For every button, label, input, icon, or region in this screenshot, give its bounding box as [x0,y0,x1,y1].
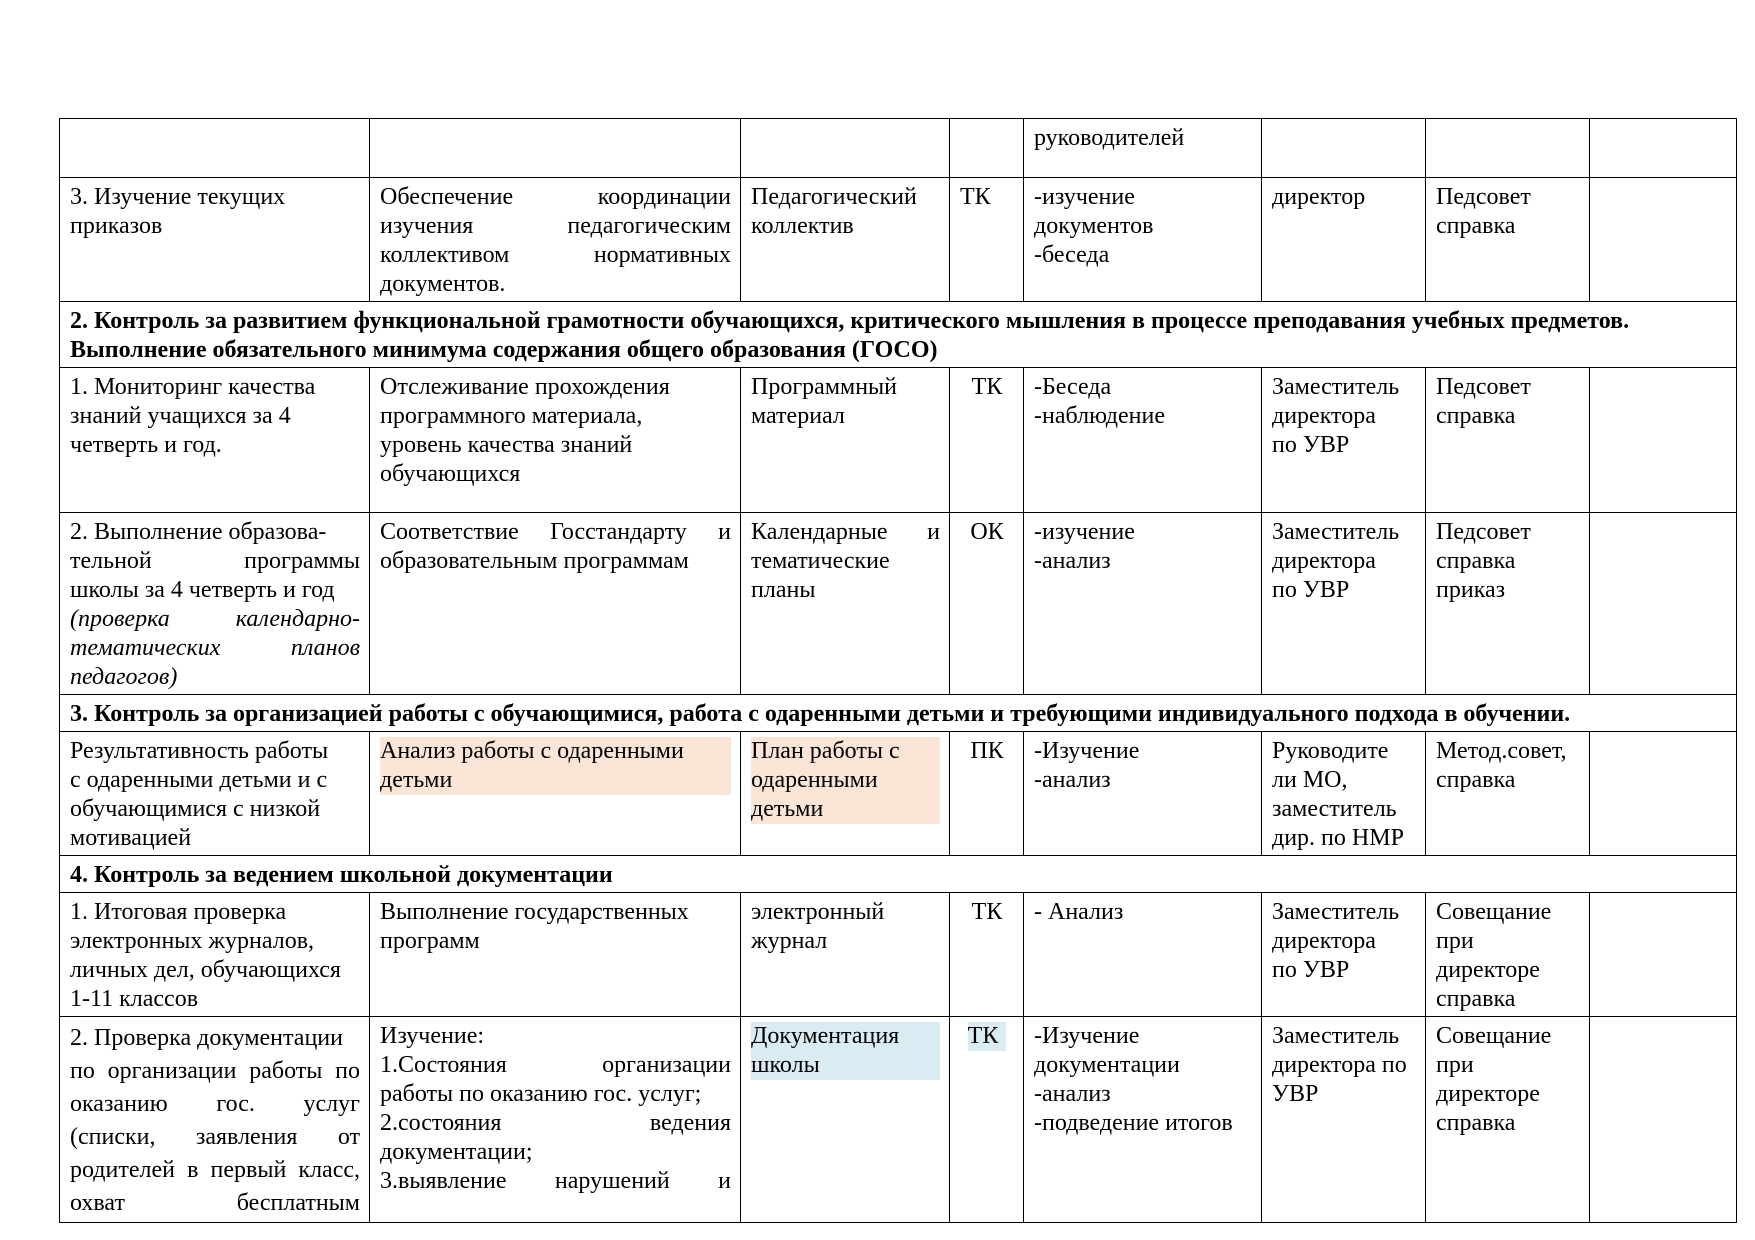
text-line: планы [751,577,816,603]
table-cell [60,119,370,178]
text-line: -анализ [1034,1081,1111,1107]
table-cell [370,119,741,178]
table-cell-methods [1024,1017,1262,1223]
text-line: справка [1436,548,1516,574]
text-line: обучающимися с низкой [70,796,321,822]
text-line: Метод.совет, [1436,738,1567,764]
text-line: -анализ [1034,767,1111,793]
text-line: дир. по НМР [1272,825,1404,851]
text-line: одаренными [751,767,878,793]
table-cell-methods [1024,368,1262,513]
control-plan-table [59,118,1737,1223]
table-cell-result [1426,368,1590,513]
text-line: охват бесплатным [70,1190,360,1216]
text-line: 3.выявление нарушений и [380,1168,731,1194]
table-cell-topic [60,368,370,513]
text-line: заместитель [1272,796,1397,822]
text-line: Анализ работы с одаренными [380,738,684,764]
section-heading [60,302,1737,368]
text-line: программного материала, [380,403,643,429]
text-line: Педсовет [1436,519,1531,545]
text-line: Соответствие Госстандарту и [380,519,731,545]
text-line: мотивацией [70,825,192,851]
table-row [60,178,1737,302]
table-cell-object [741,368,950,513]
table-cell-goal [370,893,741,1017]
table-cell [1590,732,1737,856]
table-cell-goal [370,178,741,302]
text-line: План работы с [751,738,900,764]
text-line: -Изучение [1034,1023,1140,1049]
table-cell-result [1426,178,1590,302]
section-row [60,856,1737,893]
table-cell-methods: руководителей [1024,119,1262,178]
text-line: -Беседа [1034,374,1112,400]
table-cell-methods [1024,732,1262,856]
text-line: (списки, заявления от [70,1124,360,1150]
section-heading-line: 2. Контроль за развитием функциональной грамотности обучающихся, критического мышления в процессе преподавания учебных предметов. [70,308,1630,334]
text-line: журнал [751,928,828,954]
section-row [60,302,1737,368]
table-row [60,368,1737,513]
text-line: тематических планов [70,635,360,661]
table-cell-result [1426,893,1590,1017]
table-cell [1426,119,1590,178]
text-line: по УВР [1272,432,1350,458]
table-cell [1590,119,1737,178]
text-line: электронный [751,899,885,925]
table-row [60,513,1737,695]
table-cell-methods: - Анализ [1024,893,1262,1017]
table-cell-responsible [1262,513,1426,695]
table-cell-topic: 3. Изучение текущих приказов [60,178,370,302]
text-line: 1. Итоговая проверка [70,899,287,925]
text-line: образовательным программам [380,548,689,574]
text-line: обучающихся [380,461,521,487]
highlight [751,1022,940,1080]
text-line: Руководите [1272,738,1389,764]
table-cell-object [741,732,950,856]
text-line: приказ [1436,577,1506,603]
text-line: Заместитель [1272,519,1400,545]
table-cell [1590,1017,1737,1223]
text-line: оказанию гос. услуг [70,1091,360,1117]
text-line: Результативность работы [70,738,329,764]
text-line: директоре [1436,1081,1540,1107]
table-cell-responsible [1262,893,1426,1017]
text-line: -изучение [1034,519,1135,545]
text-line: Изучение: [380,1023,485,1049]
table-row [60,893,1737,1017]
table-cell-result [1426,513,1590,695]
table-cell [1590,513,1737,695]
text-line: директора [1272,548,1376,574]
table-cell-responsible [1262,732,1426,856]
table-cell-type: ОК [950,513,1024,695]
text-line: директора [1272,928,1376,954]
highlight [751,737,940,824]
text-line: детьми [751,796,824,822]
section-heading: 3. Контроль за организацией работы с обучающимися, работа с одаренными детьми и требующими индивидуального подхода в обучении. [60,695,1737,732]
text-line: директора по [1272,1052,1407,1078]
text-line: знаний учащихся за 4 [70,403,291,429]
table-cell-responsible [1262,1017,1426,1223]
text-line: -анализ [1034,548,1111,574]
text-line: 1-11 классов [70,986,199,1012]
table-cell [950,119,1024,178]
table-cell-goal [370,513,741,695]
table-cell [1590,178,1737,302]
table-cell-type: ПК [950,732,1024,856]
text-line: Отслеживание прохождения [380,374,670,400]
table-cell-responsible: директор [1262,178,1426,302]
text-line: родителей в первый класс, [70,1157,360,1183]
text-line: школы [751,1052,820,1078]
table-cell-object: Педагогический коллектив [741,178,950,302]
text-line: УВР [1272,1081,1319,1107]
table-row [60,119,1737,178]
table-cell [741,119,950,178]
section-row [60,695,1737,732]
table-cell-object [741,1017,950,1223]
table-cell-result [1426,1017,1590,1223]
text-line: изучения педагогическим [380,213,731,239]
table-cell-topic [60,1017,370,1223]
table-cell [1262,119,1426,178]
table-cell-methods [1024,178,1262,302]
text-line: директоре [1436,957,1540,983]
text-line: работы по оказанию гос. услуг; [380,1081,702,1107]
text-line: личных дел, обучающихся [70,957,341,983]
text-line: Педсовет [1436,184,1531,210]
text-line: документации [1034,1052,1180,1078]
table-cell-type [950,1017,1024,1223]
text-line: документации; [380,1139,533,1165]
text-line: справка [1436,1110,1516,1136]
text-line: справка [1436,213,1516,239]
text-line: 2. Выполнение образова- [70,519,327,545]
text-line: 2.состояния ведения [380,1110,731,1136]
section-heading-line: Выполнение обязательного минимума содержания общего образования (ГОСО) [70,337,938,363]
table-cell-goal [370,368,741,513]
text-line: Заместитель [1272,1023,1400,1049]
text-line: Программный [751,374,898,400]
highlight: ТК [968,1022,1007,1051]
table-cell-type: ТК [950,368,1024,513]
text-line: по УВР [1272,577,1350,603]
text-line: -Изучение [1034,738,1140,764]
text-line: тельной программы [70,548,360,574]
text-line: 1. Мониторинг качества [70,374,316,400]
text-line: Совещание [1436,1023,1552,1049]
text-line: материал [751,403,845,429]
table-cell [1590,368,1737,513]
text-line: Календарные и [751,519,940,545]
table-cell-goal [370,1017,741,1223]
text-line: Документация [751,1023,900,1049]
text-line: -подведение итогов [1034,1110,1233,1136]
highlight [380,737,731,795]
table-cell [1590,893,1737,1017]
text-line: Обеспечение координации [380,184,731,210]
table-row [60,1017,1737,1223]
text-line: при [1436,928,1474,954]
text-line: справка [1436,767,1516,793]
text-line: при [1436,1052,1474,1078]
text-line: тематические [751,548,890,574]
text-line: Выполнение государственных [380,899,689,925]
table-cell-object [741,893,950,1017]
text-line: Совещание [1436,899,1552,925]
table-row [60,732,1737,856]
text-line: Заместитель [1272,899,1400,925]
text-line: Заместитель [1272,374,1400,400]
table-cell-type: ТК [950,178,1024,302]
text-line: педагогов) [70,664,178,690]
table-cell-topic [60,513,370,695]
table-cell-topic [60,893,370,1017]
text-line: -наблюдение [1034,403,1165,429]
text-line: 2. Проверка документации [70,1025,343,1051]
text-line: -беседа [1034,242,1110,268]
section-heading: 4. Контроль за ведением школьной документации [60,856,1737,893]
text-line: справка [1436,403,1516,429]
text-line: ли МО, [1272,767,1348,793]
text-line: документов. [380,271,506,297]
text-line: документов [1034,213,1154,239]
text-line: справка [1436,986,1516,1012]
text-line: по УВР [1272,957,1350,983]
table-cell-methods [1024,513,1262,695]
table-cell-topic [60,732,370,856]
text-line: -изучение [1034,184,1135,210]
text-line: программ [380,928,480,954]
text-line: коллективом нормативных [380,242,731,268]
text-line: школы за 4 четверть и год [70,577,335,603]
table-cell-responsible [1262,368,1426,513]
text-line: 1.Состояния организации [380,1052,731,1078]
text-line: уровень качества знаний [380,432,633,458]
table-cell-result [1426,732,1590,856]
text-line: (проверка календарно- [70,606,360,632]
text-line: четверть и год. [70,432,222,458]
table-cell-goal [370,732,741,856]
text-line: детьми [380,767,453,793]
table-cell-type: ТК [950,893,1024,1017]
text-line: по организации работы по [70,1058,360,1084]
text-line: с одаренными детьми и с [70,767,328,793]
text-line: электронных журналов, [70,928,315,954]
table-cell-object [741,513,950,695]
text-line: Педсовет [1436,374,1531,400]
text-line: директора [1272,403,1376,429]
